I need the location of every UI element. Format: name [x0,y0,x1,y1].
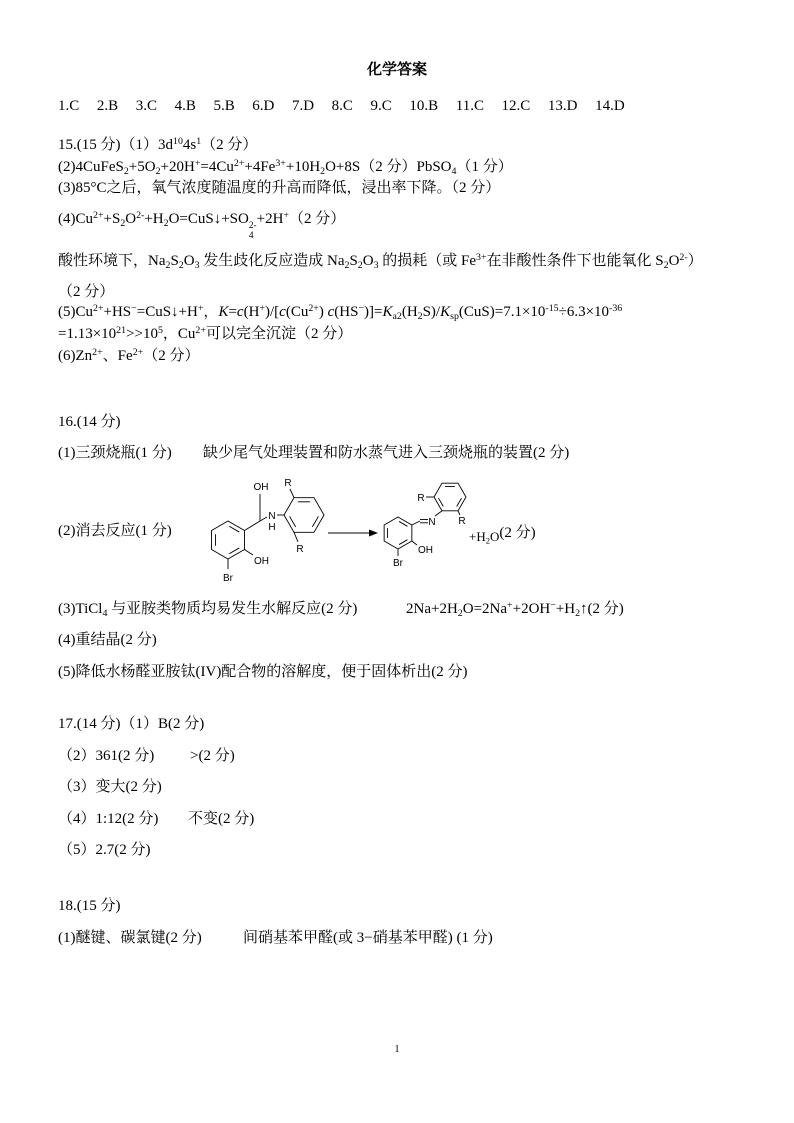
mc-answer-13: 13.D [547,98,578,114]
text-segment: +H [144,211,164,227]
text-segment: 可以完全沉淀（2 分） [205,326,353,342]
mc-answer-10: 10.B [409,98,439,114]
superscript: + [259,303,265,315]
subscript: 2 [155,165,161,177]
superscript: -15 [545,303,559,315]
text-segment: +20H [160,159,195,175]
text-segment: +H [469,529,486,544]
text-segment: O=CuS↓+SO [168,211,249,227]
text-segment: 的损耗（或 Fe [378,253,477,269]
q16-line-1-part-b: 缺少尾气处理装置和防水蒸气进入三颈烧瓶的装置(2 分) [203,445,570,461]
reaction-arrow-head-icon [369,530,378,537]
superscript: + [197,303,204,315]
subscript: 2 [485,535,491,546]
bond-to-r [294,532,298,542]
text-segment: +S [103,211,121,227]
mc-answer-9: 9.C [370,98,392,114]
bond-to-ch [244,521,260,531]
superscript: 2+ [93,303,104,315]
superscript: 2+ [233,158,245,170]
q18-header: 18.(15 分) [58,898,121,914]
subscript: a2 [392,310,402,322]
text-segment: =CuS↓+H [136,304,198,320]
italic-symbol: c [279,304,286,320]
mc-answer-11: 11.C [455,98,484,114]
q17-line-5: （5）2.7(2 分) [58,842,151,858]
superscript: + [194,158,201,170]
reactant-r-top-label: R [284,478,292,489]
text-segment: ，Cu [162,326,196,342]
text-segment: +10H [285,159,321,175]
text-segment: (6)Zn [58,348,93,364]
text-segment: +H [555,601,576,617]
q16-line-2-score: (2 分) [499,525,536,541]
subscript: 2 [320,165,326,177]
q16-header: 16.(14 分) [58,414,121,430]
italic-symbol: K [440,304,451,320]
mc-answer-14: 14.D [595,98,625,114]
text-segment: 4s [182,137,197,153]
superscript: 5 [157,325,163,337]
aromatic-double-bond [290,516,296,527]
reactant-oh-ring-label: OH [254,556,269,567]
q17-line-4-part-b: 不变(2 分) [188,811,255,827]
text-segment: 在非酸性条件下也能氧化 S [486,253,664,269]
benzene-ring-reactant-right [284,498,324,533]
text-segment: S)/ [422,304,441,320]
text-segment: +5O [128,159,156,175]
superscript: 2+ [93,210,104,222]
italic-symbol: c [236,304,244,320]
text-segment: O [362,253,374,269]
superscript: 3+ [476,252,487,264]
text-segment: O+8S（2 分）PbSO [325,159,452,175]
mc-answer-5: 5.B [213,98,235,114]
mc-answer-7: 7.D [291,98,315,114]
q18-line-1-part-a: (1)醚键、碳氯键(2 分) [58,930,202,946]
text-segment: S [170,253,179,269]
mc-answer-12: 12.C [501,98,531,114]
italic-symbol: K [218,304,229,320]
superscript: 2+ [132,347,144,359]
bond-to-oh [244,550,253,556]
product-r-left-label: R [417,493,425,504]
q18-line-1-part-b: 间硝基苯甲醛(或 3−硝基苯甲醛) (1 分) [243,930,493,946]
q15-line-2 [58,158,513,176]
text-segment: (3)TiCl [58,601,103,617]
superscript: 2+ [195,325,206,337]
subscript: 3 [373,259,379,271]
superscript: − [358,303,365,315]
reactant-oh-top-label: OH [253,482,269,493]
text-segment: ) [318,304,328,320]
italic-symbol: K [382,304,393,320]
q15-line-6: （2 分） [58,284,115,300]
product-r-bottom-label: R [458,516,466,527]
benzene-ring-reactant-left [212,521,245,559]
q15-line-1 [58,136,257,154]
mc-answer-3: 3.C [135,98,157,114]
q15-line-5 [58,252,703,270]
text-segment: O=2Na [462,601,508,617]
italic-symbol: c [327,304,335,320]
reactant-r-bottom-label: R [296,544,304,555]
water-byproduct [469,529,499,544]
reactant-h-label: H [268,522,276,533]
q16-line-3-part-b [406,600,624,618]
subscript: 2 [357,259,363,271]
benzene-ring-product-right [434,483,466,511]
text-segment: （2 分） [143,348,200,364]
subscript: 2 [457,607,463,619]
text-segment: =4Cu [200,159,234,175]
text-segment: (CuS)=7.1×10 [458,304,546,320]
bond-to-ch [412,521,420,525]
product-oh-ring-label: OH [418,545,433,556]
text-segment: (H [401,304,418,320]
bond-to-oh [412,541,417,545]
bond-ch-n [260,517,267,521]
text-segment: S [349,253,358,269]
superscript: 2- [248,221,257,232]
subscript: 2 [163,217,169,229]
q16-byproduct [469,525,536,546]
benzene-ring-product-left [384,517,412,549]
text-segment: 2Na+2H [406,601,458,617]
text-segment: ） [687,253,703,269]
superscript: 2+ [92,347,103,359]
text-segment: )/[ [265,304,280,320]
q17-line-2-part-a: （2）361(2 分) [58,748,155,764]
bond-n-ring [435,511,442,516]
q17-line-1: 17.(14 分)（1）B(2 分) [58,716,205,732]
subscript: 3 [194,259,200,271]
q16-line-1-part-a: (1)三颈烧瓶(1 分) [58,445,172,461]
subscript: sp [450,310,459,322]
superscript: 1 [196,136,202,148]
text-segment: （2 分） [201,137,258,153]
product-br-label: Br [393,558,403,569]
bond-to-r [290,489,294,498]
mc-answer-6: 6.D [252,98,275,114]
text-segment: =1.13×10 [58,326,117,342]
text-segment: +4Fe [244,159,276,175]
text-segment: 15.(15 分)（1）3d [58,137,173,153]
text-segment: 酸性环境下，Na [58,253,166,269]
subscript: 2 [344,259,350,271]
page-number: 1 [394,1044,400,1055]
subscript: 4 [102,607,108,619]
bond-to-r [458,511,460,515]
aromatic-double-bond [312,516,318,527]
q15-line-9 [58,347,199,365]
q16-line-3-part-a [58,600,357,618]
text-segment: (5)Cu [58,304,93,320]
mc-answer-4: 4.B [174,98,196,114]
text-segment: (HS [334,304,359,320]
text-segment: （2 分） [288,211,346,227]
text-segment: 发生歧化反应造成 Na [199,253,345,269]
q16-line-5: (5)降低水杨醛亚胺钛(IV)配合物的溶解度，便于固体析出(2 分) [58,664,468,680]
q15-line-4 [58,210,346,241]
stacked-charge [249,222,257,242]
reactant-br-label: Br [223,573,233,584]
superscript: -36 [609,303,623,315]
q17-line-4-part-a: （4）1:12(2 分) [58,811,159,827]
text-segment: 、Fe [102,348,133,364]
mc-answer-1: 1.C [58,98,80,114]
reactant-n-label: N [268,511,276,522]
subscript: 2 [123,165,129,177]
superscript: 2- [136,210,145,222]
mc-answer-8: 8.C [331,98,353,114]
q15-line-7 [58,303,622,321]
reaction-scheme [0,460,794,600]
subscript: 2 [178,259,184,271]
subscript: 4 [451,165,457,177]
text-segment: O [668,253,680,269]
text-segment: ÷6.3×10 [558,304,610,320]
text-segment: +2OH [512,601,551,617]
q17-line-3: （3）变大(2 分) [58,779,162,795]
subscript: 2 [165,259,171,271]
superscript: + [507,600,513,612]
multiple-choice-answers [58,97,642,115]
superscript: 2- [679,252,688,264]
text-segment: O [125,211,137,227]
text-segment: +HS [103,304,132,320]
text-segment: O [490,529,500,544]
subscript: 2 [663,259,669,271]
text-segment: +2H [256,211,284,227]
superscript: 10 [173,136,183,148]
superscript: − [550,600,556,612]
subscript: 2 [120,217,126,229]
text-segment: (2)4CuFeS [58,159,124,175]
subscript: 2 [575,607,581,619]
text-segment: >>10 [126,326,158,342]
text-segment: ， [203,304,219,320]
q15-line-3: (3)85°C之后，氧气浓度随温度的升高而降低，浸出率下降。（2 分） [58,180,501,196]
text-segment: (4)Cu [58,211,93,227]
text-segment: (Cu [285,304,309,320]
text-segment: (H [243,304,260,320]
superscript: 21 [116,325,127,337]
product-n-label: N [428,517,436,528]
subscript: 4 [248,230,254,241]
superscript: − [131,303,137,315]
text-segment: 与亚胺类物质均易发生水解反应(2 分) [107,601,358,617]
text-segment: （1 分） [456,159,513,175]
subscript: 2 [417,310,423,322]
text-segment: = [228,304,237,320]
superscript: 2+ [308,303,319,315]
q15-line-8 [58,325,352,343]
superscript: + [283,210,289,222]
page-title: 化学答案 [366,62,427,78]
superscript: 3+ [275,158,286,170]
q16-line-2-label: (2)消去反应(1 分) [58,523,172,539]
q16-line-4: (4)重结晶(2 分) [58,632,157,648]
mc-answer-2: 2.B [96,98,119,114]
text-segment: )]= [364,304,383,320]
q17-line-2-part-b: >(2 分) [190,748,235,764]
text-segment: ↑(2 分) [580,601,624,617]
text-segment: O [183,253,195,269]
